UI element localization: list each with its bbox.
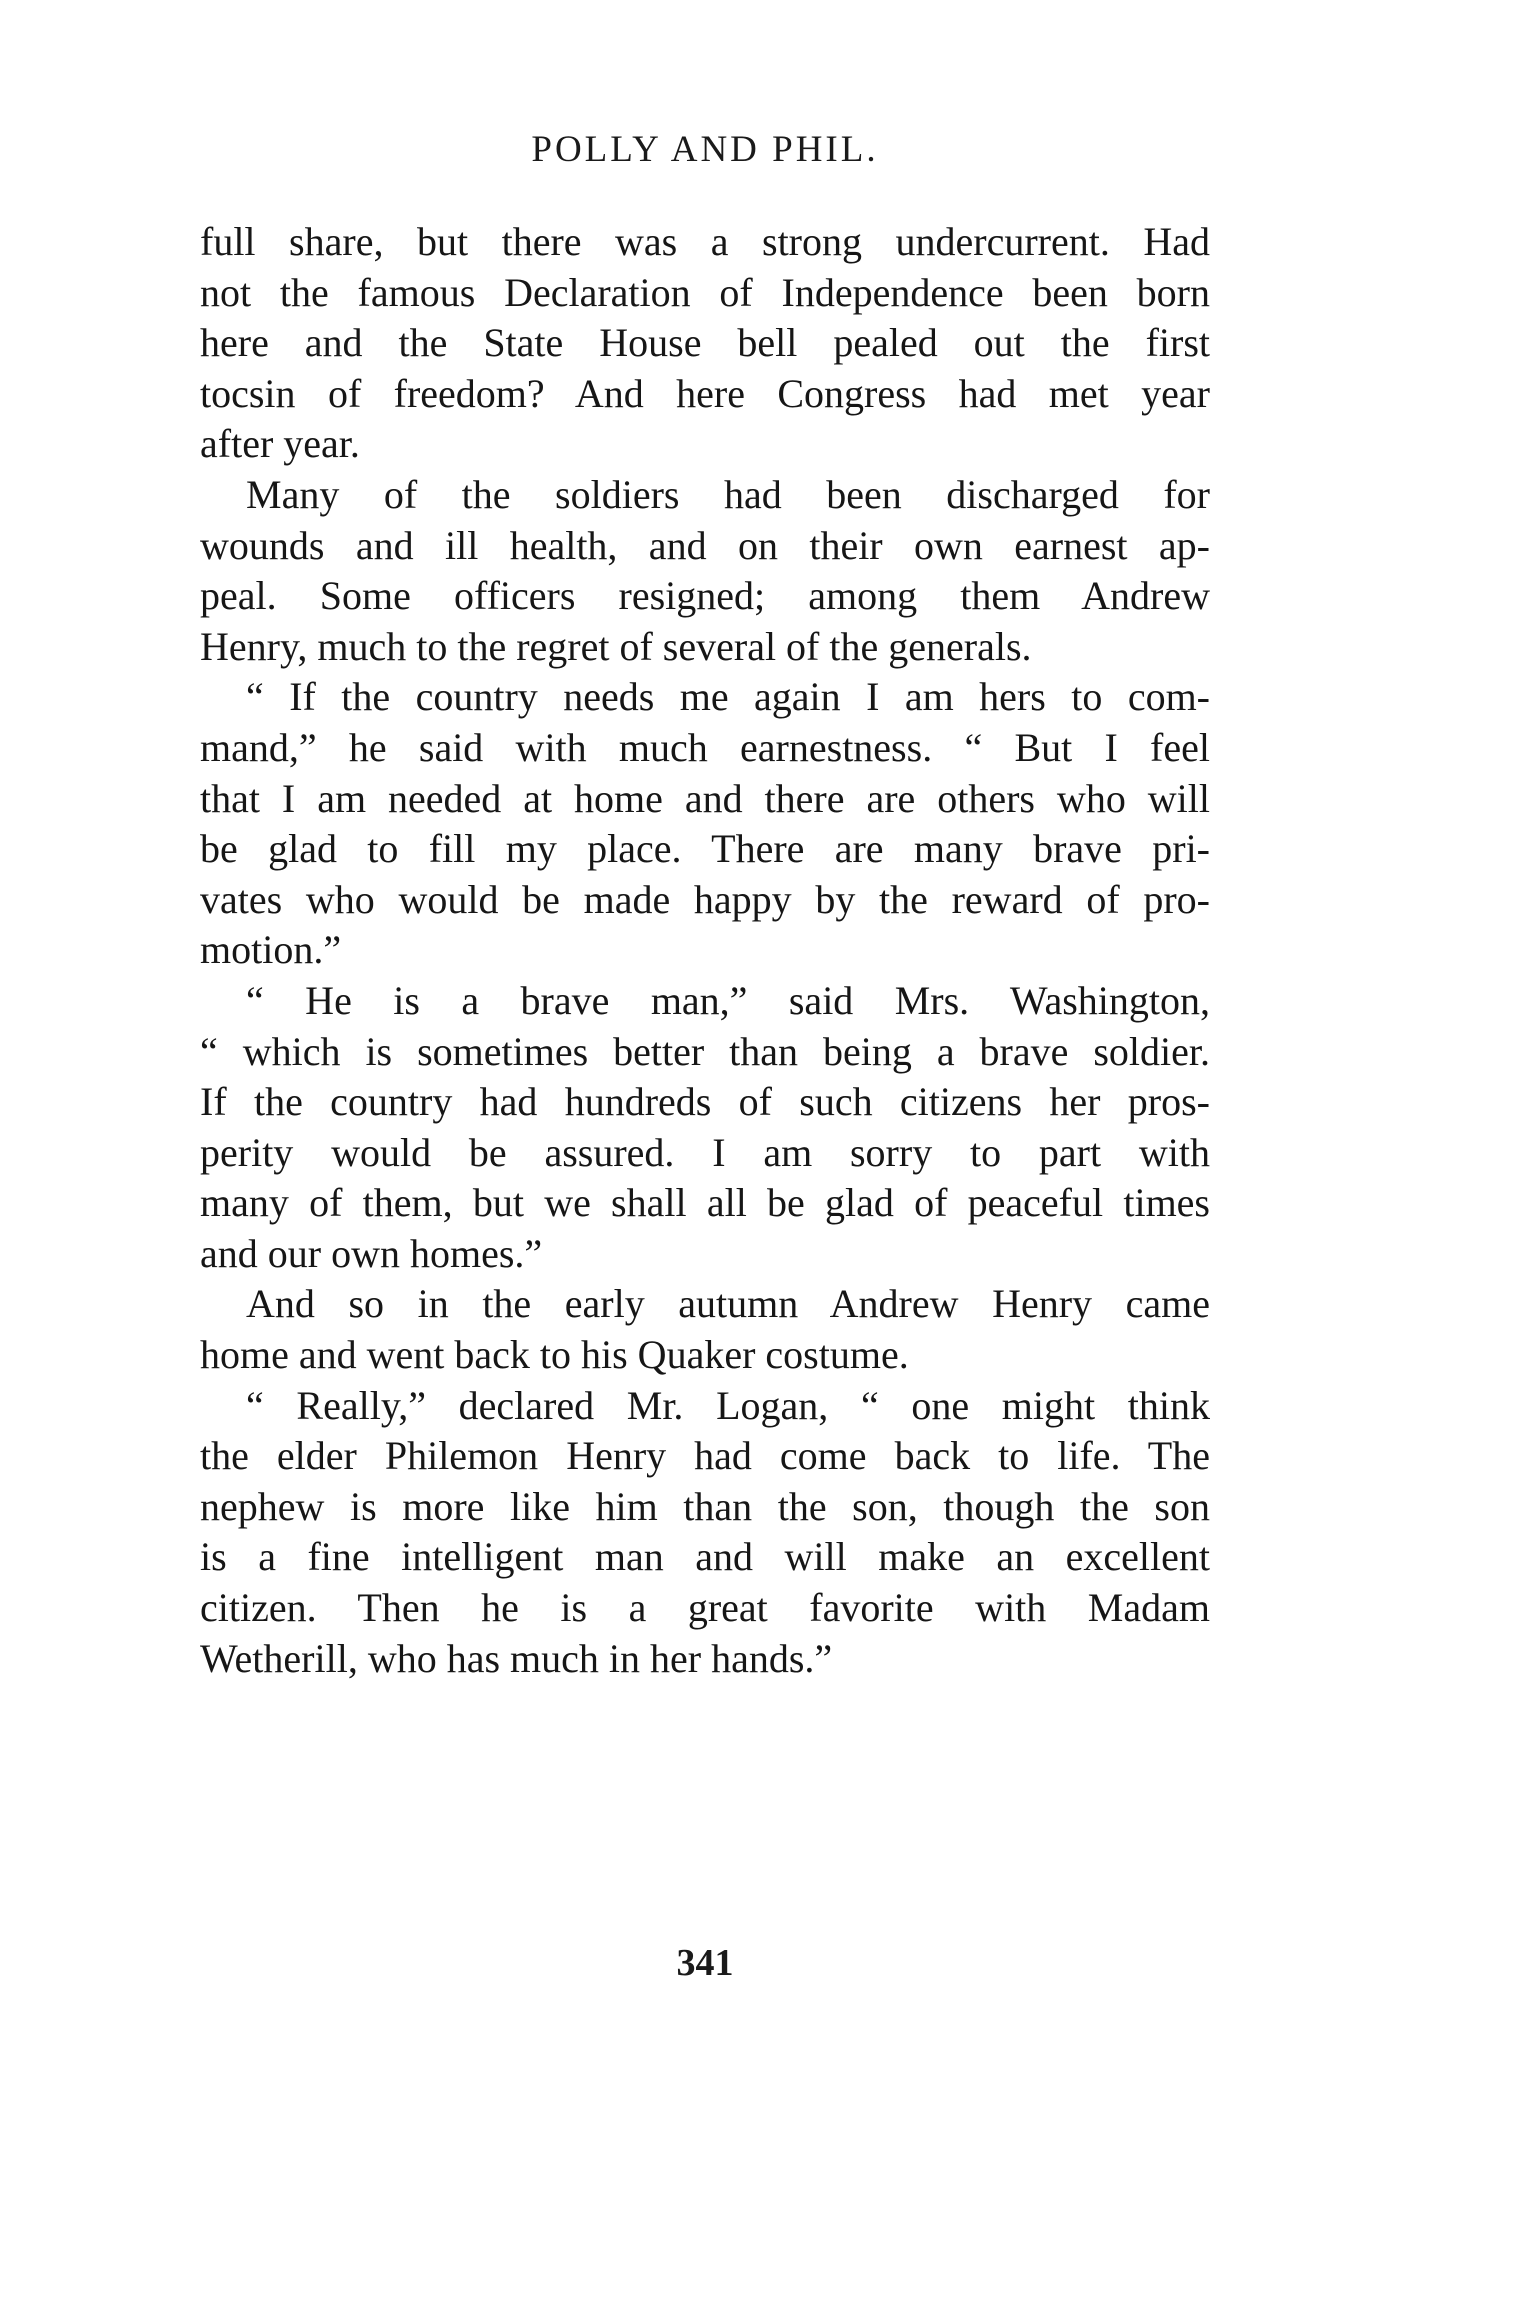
- text-line: be glad to fill my place. There are many brave pri-: [200, 826, 1210, 872]
- text-line: If the country had hundreds of such citizens her pros-: [200, 1079, 1210, 1125]
- text-line: “ He is a brave man,” said Mrs. Washington,: [246, 977, 1210, 1023]
- text-line: Wetherill, who has much in her hands.”: [200, 1635, 833, 1681]
- paragraph: [200, 672, 1210, 976]
- text-line: Henry, much to the regret of several of the generals.: [200, 623, 1032, 669]
- text-line: “ Really,” declared Mr. Logan, “ one might think: [246, 1382, 1210, 1428]
- text-line: many of them, but we shall all be glad of peaceful times: [200, 1180, 1210, 1226]
- text-line: citizen. Then he is a great favorite with Madam: [200, 1585, 1210, 1631]
- text-line: And so in the early autumn Andrew Henry came: [246, 1281, 1210, 1327]
- text-line: wounds and ill health, and on their own earnest ap-: [200, 522, 1210, 568]
- paragraph: [200, 470, 1210, 672]
- text-line: not the famous Declaration of Independence been born: [200, 269, 1210, 315]
- text-line: is a fine intelligent man and will make an excellent: [200, 1534, 1210, 1580]
- paragraph: [200, 1381, 1210, 1685]
- running-head: POLLY AND PHIL.: [531, 129, 879, 170]
- text-line: vates who would be made happy by the reward of pro-: [200, 876, 1210, 922]
- text-line: “ If the country needs me again I am hers to com-: [246, 674, 1210, 720]
- text-line: the elder Philemon Henry had come back to life. The: [200, 1433, 1210, 1479]
- text-line: mand,” he said with much earnestness. “ But I feel: [200, 724, 1210, 770]
- text-line: nephew is more like him than the son, though the son: [200, 1483, 1210, 1529]
- text-line: home and went back to his Quaker costume.: [200, 1332, 909, 1378]
- text-line: perity would be assured. I am sorry to part with: [200, 1129, 1210, 1175]
- text-line: full share, but there was a strong undercurrent. Had: [200, 219, 1210, 264]
- text-line: here and the State House bell pealed out the first: [200, 320, 1210, 366]
- text-line: motion.”: [200, 927, 342, 973]
- page-number: 341: [676, 1942, 734, 1984]
- text-line: “ which is sometimes better than being a brave soldier.: [200, 1028, 1210, 1074]
- body-text: [200, 217, 1210, 1684]
- paragraph: [200, 976, 1210, 1280]
- text-line: and our own homes.”: [200, 1230, 543, 1276]
- paragraph: [200, 217, 1210, 470]
- paragraph: [200, 1279, 1210, 1380]
- text-line: peal. Some officers resigned; among them Andrew: [200, 573, 1210, 619]
- text-line: Many of the soldiers had been discharged for: [246, 471, 1210, 517]
- text-line: tocsin of freedom? And here Congress had met year: [200, 370, 1210, 416]
- text-line: after year.: [200, 421, 360, 467]
- text-line: that I am needed at home and there are others who will: [200, 775, 1210, 821]
